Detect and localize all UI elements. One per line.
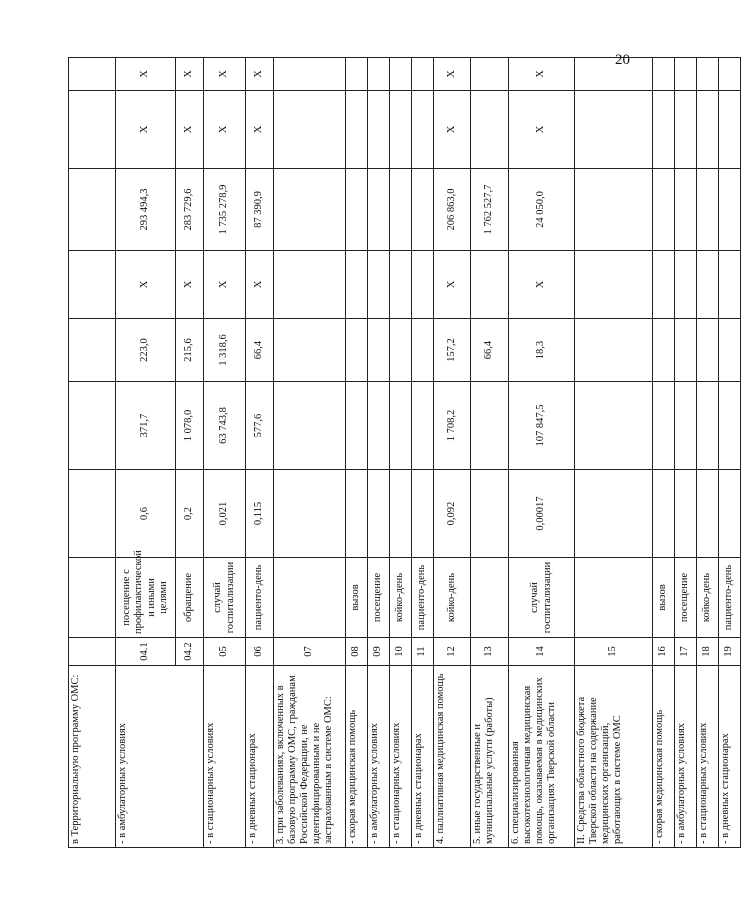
row-code: 19 <box>719 638 741 666</box>
percent-total <box>471 58 509 91</box>
table-row <box>274 58 346 848</box>
per-capita-budget <box>346 319 368 382</box>
unit-of-measure: вызов <box>346 558 368 638</box>
cost-budget: 87 390,9 <box>246 169 274 251</box>
unit-of-measure: посещение <box>675 558 697 638</box>
cost-per-unit: 577,6 <box>246 382 274 470</box>
table-row <box>719 58 741 848</box>
per-capita-budget: 18,3 <box>509 319 575 382</box>
row-label: 6. специализированная высокотехнологичная медицинская помощь, оказываемая в медицинских организациях Тверской области <box>509 666 575 848</box>
cost-oms <box>69 91 116 169</box>
percent-total <box>274 58 346 91</box>
row-label: - в стационарных условиях <box>204 666 246 848</box>
volume-per-person <box>390 470 412 558</box>
percent-total <box>368 58 390 91</box>
row-code: 16 <box>653 638 675 666</box>
cost-oms <box>368 91 390 169</box>
row-label: - в дневных стационарах <box>719 666 741 848</box>
row-label: - скорая медицинская помощь <box>346 666 368 848</box>
row-label: 5. иные государственные и муниципальные услуги (работы) <box>471 666 509 848</box>
per-capita-oms <box>69 251 116 319</box>
volume-per-person <box>274 470 346 558</box>
cost-oms: X <box>246 91 274 169</box>
per-capita-budget: 215,6 <box>176 319 204 382</box>
volume-per-person: 0,6 <box>116 470 176 558</box>
cost-per-unit: 1 078,0 <box>176 382 204 470</box>
cost-oms: X <box>434 91 471 169</box>
volume-per-person <box>675 470 697 558</box>
volume-per-person: 0,021 <box>204 470 246 558</box>
cost-budget: 1 735 278,9 <box>204 169 246 251</box>
table-row <box>575 58 653 848</box>
cost-budget <box>719 169 741 251</box>
unit-of-measure: посещение <box>368 558 390 638</box>
cost-budget: 206 863,0 <box>434 169 471 251</box>
cost-per-unit <box>471 382 509 470</box>
cost-budget <box>653 169 675 251</box>
per-capita-oms: X <box>176 251 204 319</box>
row-label: - в дневных стационарах <box>412 666 434 848</box>
unit-of-measure: обращение <box>176 558 204 638</box>
table-row <box>471 58 509 848</box>
cost-oms <box>653 91 675 169</box>
per-capita-oms <box>390 251 412 319</box>
volume-per-person <box>575 470 653 558</box>
row-code: 04.2 <box>176 638 204 666</box>
cost-per-unit: 63 743,8 <box>204 382 246 470</box>
row-code <box>69 638 116 666</box>
volume-per-person <box>69 470 116 558</box>
cost-per-unit <box>575 382 653 470</box>
cost-budget <box>412 169 434 251</box>
cost-per-unit <box>653 382 675 470</box>
row-label: - в амбулаторных условиях <box>675 666 697 848</box>
cost-per-unit: 371,7 <box>116 382 176 470</box>
row-code: 11 <box>412 638 434 666</box>
cost-budget: 283 729,6 <box>176 169 204 251</box>
unit-of-measure <box>471 558 509 638</box>
cost-oms <box>412 91 434 169</box>
cost-oms: X <box>176 91 204 169</box>
per-capita-oms <box>575 251 653 319</box>
cost-budget: 293 494,3 <box>116 169 176 251</box>
per-capita-oms <box>412 251 434 319</box>
unit-of-measure: случай госпитализации <box>204 558 246 638</box>
cost-budget: 24 050,0 <box>509 169 575 251</box>
table-row <box>697 58 719 848</box>
table-row <box>412 58 434 848</box>
row-label: - в амбулаторных условиях <box>116 666 204 848</box>
row-code: 13 <box>471 638 509 666</box>
volume-per-person <box>368 470 390 558</box>
table-row <box>675 58 697 848</box>
percent-total <box>69 58 116 91</box>
per-capita-oms <box>471 251 509 319</box>
per-capita-budget <box>575 319 653 382</box>
row-code: 18 <box>697 638 719 666</box>
volume-per-person: 0,115 <box>246 470 274 558</box>
table-row <box>69 58 116 848</box>
row-label: - в амбулаторных условиях <box>368 666 390 848</box>
percent-total <box>575 58 653 91</box>
cost-per-unit: 1 708,2 <box>434 382 471 470</box>
per-capita-budget <box>653 319 675 382</box>
financing-table <box>68 57 741 848</box>
cost-budget <box>69 169 116 251</box>
unit-of-measure: койко-день <box>390 558 412 638</box>
cost-budget <box>390 169 412 251</box>
percent-total <box>390 58 412 91</box>
cost-per-unit <box>719 382 741 470</box>
per-capita-oms <box>697 251 719 319</box>
percent-total: X <box>176 58 204 91</box>
row-label: - в стационарных условиях <box>390 666 412 848</box>
per-capita-budget <box>719 319 741 382</box>
cost-oms <box>719 91 741 169</box>
cost-per-unit <box>697 382 719 470</box>
percent-total: X <box>509 58 575 91</box>
page-number: 20 <box>615 52 630 68</box>
volume-per-person <box>653 470 675 558</box>
per-capita-oms: X <box>434 251 471 319</box>
row-code: 05 <box>204 638 246 666</box>
cost-budget <box>368 169 390 251</box>
row-code: 14 <box>509 638 575 666</box>
per-capita-oms <box>653 251 675 319</box>
row-label: II. Средства областного бюджета Тверской области на содержание медицинских организаций, работающих в системе ОМС <box>575 666 653 848</box>
table-row <box>390 58 412 848</box>
per-capita-oms <box>346 251 368 319</box>
cost-oms <box>575 91 653 169</box>
cost-oms <box>390 91 412 169</box>
unit-of-measure: пациенто-день <box>719 558 741 638</box>
table-row <box>246 58 274 848</box>
percent-total <box>719 58 741 91</box>
row-code: 12 <box>434 638 471 666</box>
per-capita-budget <box>274 319 346 382</box>
row-code: 07 <box>274 638 346 666</box>
per-capita-oms: X <box>204 251 246 319</box>
percent-total: X <box>204 58 246 91</box>
per-capita-budget: 1 318,6 <box>204 319 246 382</box>
row-code: 08 <box>346 638 368 666</box>
unit-of-measure: пациенто-день <box>246 558 274 638</box>
table-row <box>653 58 675 848</box>
per-capita-budget: 223,0 <box>116 319 176 382</box>
row-code: 10 <box>390 638 412 666</box>
cost-oms <box>274 91 346 169</box>
per-capita-oms <box>719 251 741 319</box>
volume-per-person: 0,092 <box>434 470 471 558</box>
per-capita-oms: X <box>246 251 274 319</box>
row-code: 06 <box>246 638 274 666</box>
cost-per-unit <box>274 382 346 470</box>
per-capita-budget: 66,4 <box>246 319 274 382</box>
rotated-table-container <box>68 58 735 848</box>
percent-total <box>653 58 675 91</box>
cost-per-unit: 107 847,5 <box>509 382 575 470</box>
row-code: 04.1 <box>116 638 176 666</box>
percent-total <box>675 58 697 91</box>
row-code: 09 <box>368 638 390 666</box>
per-capita-oms <box>368 251 390 319</box>
cost-budget: 1 762 527,7 <box>471 169 509 251</box>
per-capita-budget <box>368 319 390 382</box>
percent-total: X <box>246 58 274 91</box>
per-capita-oms <box>675 251 697 319</box>
table-row <box>509 58 575 848</box>
per-capita-oms <box>274 251 346 319</box>
cost-budget <box>575 169 653 251</box>
per-capita-oms: X <box>116 251 176 319</box>
percent-total <box>412 58 434 91</box>
volume-per-person <box>412 470 434 558</box>
cost-oms <box>346 91 368 169</box>
row-label: - скорая медицинская помощь <box>653 666 675 848</box>
row-code: 17 <box>675 638 697 666</box>
cost-per-unit <box>368 382 390 470</box>
cost-oms: X <box>116 91 176 169</box>
table-row <box>204 58 246 848</box>
percent-total: X <box>116 58 176 91</box>
cost-oms: X <box>509 91 575 169</box>
per-capita-budget <box>675 319 697 382</box>
cost-budget <box>697 169 719 251</box>
per-capita-budget: 66,4 <box>471 319 509 382</box>
percent-total: X <box>434 58 471 91</box>
cost-budget <box>675 169 697 251</box>
cost-budget <box>274 169 346 251</box>
percent-total <box>346 58 368 91</box>
table-row <box>434 58 471 848</box>
unit-of-measure: койко-день <box>697 558 719 638</box>
per-capita-budget <box>390 319 412 382</box>
cost-oms <box>471 91 509 169</box>
cost-budget <box>346 169 368 251</box>
row-label: - в дневных стационарах <box>246 666 274 848</box>
volume-per-person <box>697 470 719 558</box>
unit-of-measure: посещение с профилактической и иными целями <box>116 558 176 638</box>
cost-oms <box>697 91 719 169</box>
unit-of-measure <box>69 558 116 638</box>
cost-per-unit <box>69 382 116 470</box>
cost-per-unit <box>390 382 412 470</box>
volume-per-person <box>471 470 509 558</box>
cost-per-unit <box>412 382 434 470</box>
per-capita-budget <box>697 319 719 382</box>
cost-oms <box>675 91 697 169</box>
per-capita-budget <box>69 319 116 382</box>
unit-of-measure <box>274 558 346 638</box>
per-capita-budget: 157,2 <box>434 319 471 382</box>
unit-of-measure: пациенто-день <box>412 558 434 638</box>
volume-per-person: 0,2 <box>176 470 204 558</box>
row-label: - в стационарных условиях <box>697 666 719 848</box>
volume-per-person <box>346 470 368 558</box>
cost-per-unit <box>675 382 697 470</box>
row-code: 15 <box>575 638 653 666</box>
row-label: 4. паллиативная медицинская помощь <box>434 666 471 848</box>
cost-per-unit <box>346 382 368 470</box>
table-row <box>368 58 390 848</box>
per-capita-oms: X <box>509 251 575 319</box>
table-row <box>346 58 368 848</box>
unit-of-measure: койко-день <box>434 558 471 638</box>
unit-of-measure: вызов <box>653 558 675 638</box>
row-label: 3. при заболеваниях, включенных в базовую программу ОМС, гражданам Российской Федерации, не идентифицированным и не застрахованным в системе ОМС: <box>274 666 346 848</box>
unit-of-measure: случай госпитализации <box>509 558 575 638</box>
row-label: в Территориальную программу ОМС: <box>69 666 116 848</box>
cost-oms: X <box>204 91 246 169</box>
volume-per-person: 0,00017 <box>509 470 575 558</box>
table-body <box>69 58 741 848</box>
table-row <box>116 58 176 848</box>
per-capita-budget <box>412 319 434 382</box>
volume-per-person <box>719 470 741 558</box>
unit-of-measure <box>575 558 653 638</box>
percent-total <box>697 58 719 91</box>
